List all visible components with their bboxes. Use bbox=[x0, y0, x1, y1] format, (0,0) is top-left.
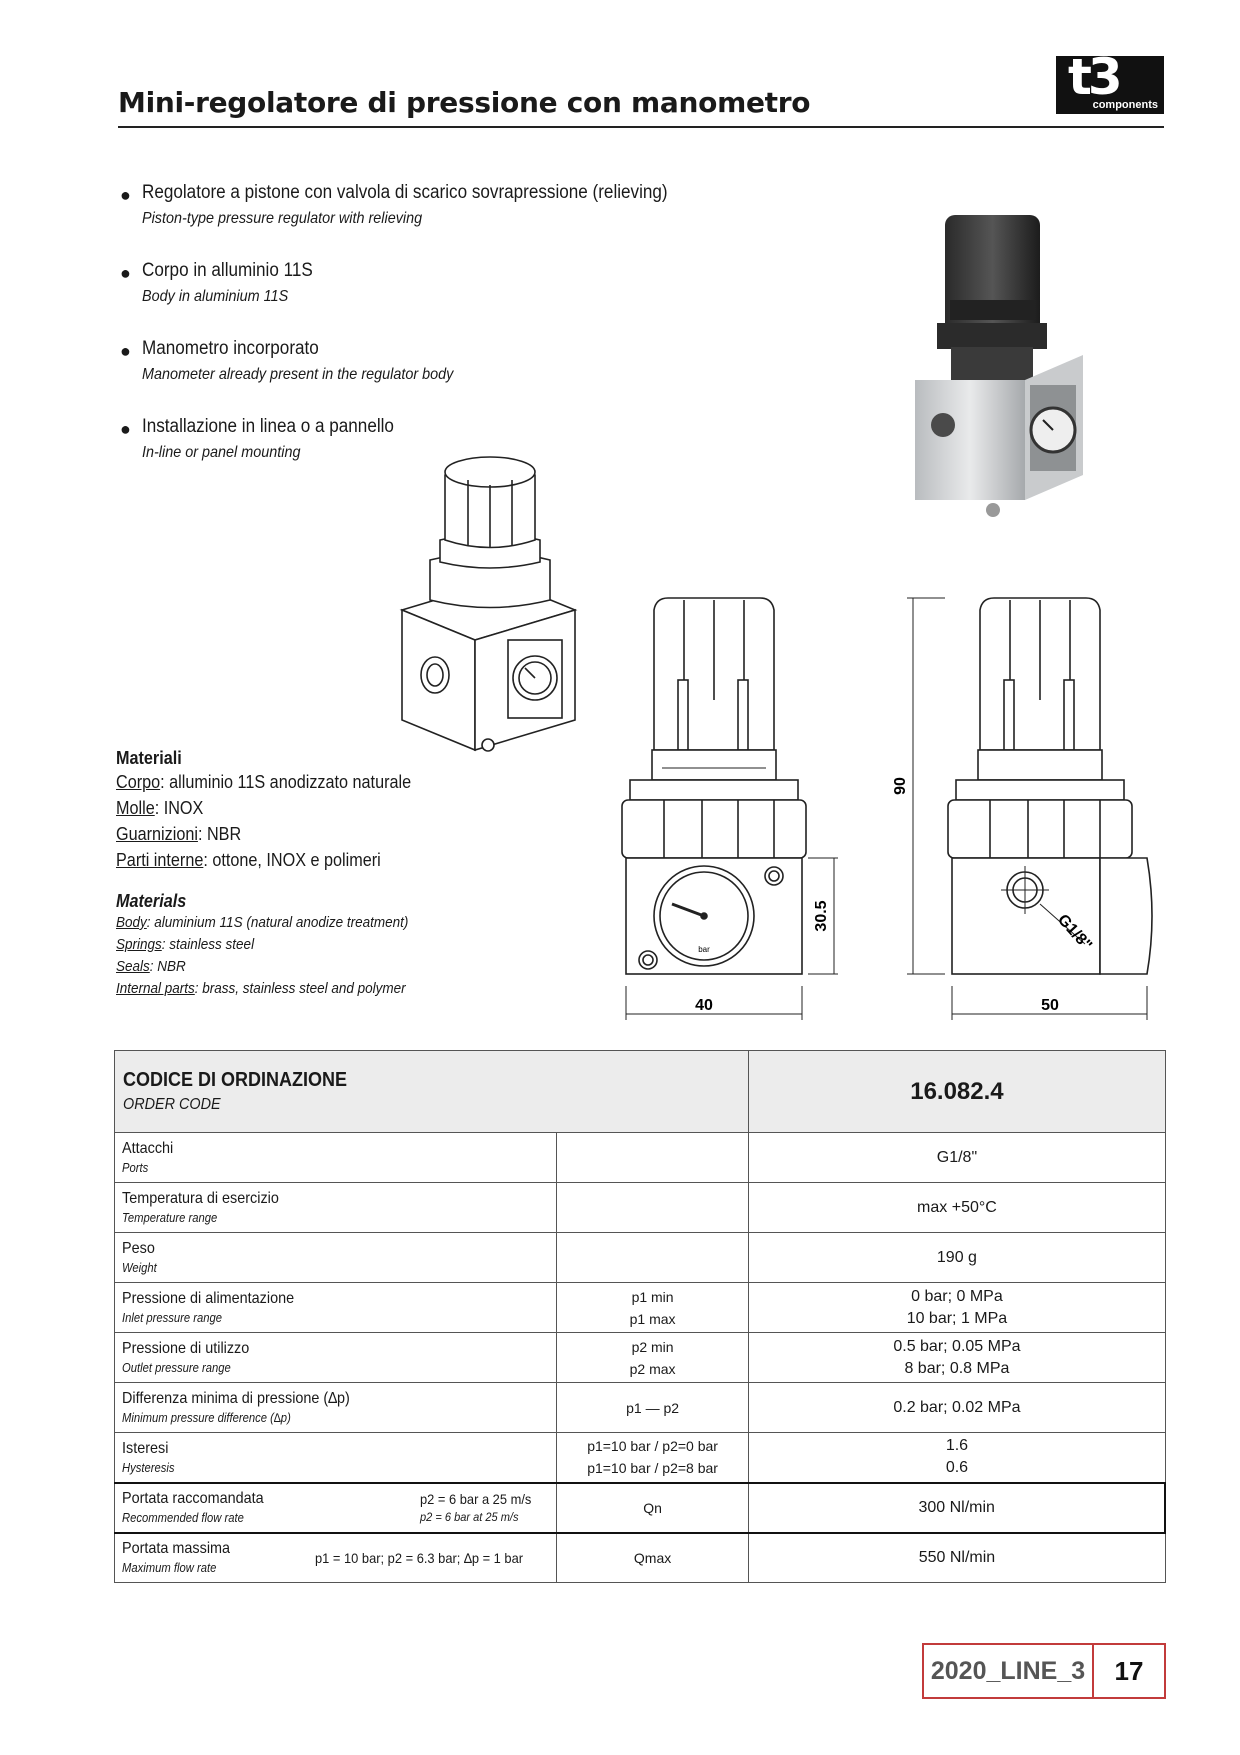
logo-mark: t3 bbox=[1068, 48, 1119, 106]
feature-text-it: Corpo in alluminio 11S bbox=[142, 260, 313, 281]
table-row: Pressione di alimentazione Inlet pressure range p1 min p1 max 0 bar; 0 MPa 10 bar; 1 MPa bbox=[115, 1283, 1166, 1333]
bullet-icon: ● bbox=[120, 419, 131, 439]
bullet-icon: ● bbox=[120, 185, 131, 205]
side-view-drawing bbox=[885, 590, 1165, 1030]
materials-section bbox=[116, 748, 556, 1000]
feature-text-en: In-line or panel mounting bbox=[142, 444, 301, 461]
material-item-en: Body: aluminium 11S (natural anodize treatment) bbox=[116, 914, 409, 931]
front-view-drawing bbox=[612, 590, 852, 1030]
feature-text-it: Installazione in linea o a pannello bbox=[142, 416, 394, 437]
product-photo bbox=[905, 205, 1120, 525]
feature-text-it: Regolatore a pistone con valvola di scarico sovrapressione (relieving) bbox=[142, 182, 668, 203]
order-header-label: CODICE DI ORDINAZIONE ORDER CODE bbox=[115, 1051, 749, 1133]
table-row: Isteresi Hysteresis p1=10 bar / p2=0 bar p1=10 bar / p2=8 bar 1.6 0.6 bbox=[115, 1433, 1166, 1483]
material-item: Molle: INOX bbox=[116, 798, 204, 818]
bullet-icon: ● bbox=[120, 263, 131, 283]
material-item: Corpo: alluminio 11S anodizzato naturale bbox=[116, 772, 412, 792]
feature-item bbox=[118, 260, 738, 338]
brand-logo bbox=[1056, 48, 1164, 114]
material-item-en: Internal parts: brass, stainless steel and polymer bbox=[116, 980, 406, 997]
table-row-flow-max: Portata massima Maximum flow rate p1 = 10 bar; p2 = 6.3 bar; ∆p = 1 bar Qmax 550 Nl/min bbox=[115, 1533, 1166, 1583]
gauge-unit-label: bar bbox=[698, 945, 710, 954]
table-row-flow-recommended: Portata raccomandata Recommended flow rate p2 = 6 bar a 25 m/s p2 = 6 bar at 25 m/s Qn 300 Nl/min bbox=[115, 1483, 1166, 1533]
page-footer bbox=[922, 1643, 1166, 1699]
bullet-icon: ● bbox=[120, 341, 131, 361]
table-row: Attacchi Ports G1/8" bbox=[115, 1133, 1166, 1183]
front-height-label: 30.5 bbox=[813, 900, 830, 932]
page-title: Mini-regolatore di pressione con manometro bbox=[118, 86, 811, 119]
feature-item bbox=[118, 182, 738, 260]
feature-list bbox=[118, 182, 738, 494]
page-number: 17 bbox=[1114, 1655, 1144, 1686]
table-row: Pressione di utilizzo Outlet pressure range p2 min p2 max 0.5 bar; 0.05 MPa 8 bar; 0.8 MPa bbox=[115, 1333, 1166, 1383]
feature-text-en: Body in aluminium 11S bbox=[142, 288, 289, 305]
materials-heading-it: Materiali bbox=[116, 748, 182, 768]
feature-text-it: Manometro incorporato bbox=[142, 338, 319, 359]
feature-item bbox=[118, 338, 738, 416]
front-width-label: 40 bbox=[695, 997, 713, 1014]
order-code-table bbox=[114, 1050, 1166, 1583]
order-header-row bbox=[115, 1051, 1166, 1133]
material-item: Parti interne: ottone, INOX e polimeri bbox=[116, 850, 381, 870]
title-rule bbox=[118, 126, 1164, 128]
material-item: Guarnizioni: NBR bbox=[116, 824, 242, 844]
catalog-label: 2020_LINE_3 bbox=[924, 1645, 1094, 1697]
order-code-value: 16.082.4 bbox=[749, 1051, 1165, 1133]
table-row: Differenza minima di pressione (∆p) Minimum pressure difference (∆p) p1 — p2 0.2 bar; 0.02 MPa bbox=[115, 1383, 1166, 1433]
port-thread-label: G1/8" bbox=[1054, 911, 1095, 955]
material-item-en: Springs: stainless steel bbox=[116, 936, 255, 953]
logo-subtext: components bbox=[1092, 99, 1158, 111]
feature-text-en: Piston-type pressure regulator with relieving bbox=[142, 210, 423, 227]
table-row: Peso Weight 190 g bbox=[115, 1233, 1166, 1283]
feature-text-en: Manometer already present in the regulator body bbox=[142, 366, 454, 383]
material-item-en: Seals: NBR bbox=[116, 958, 186, 975]
materials-heading-en: Materials bbox=[116, 891, 187, 911]
isometric-drawing bbox=[390, 450, 590, 760]
side-height-label: 90 bbox=[892, 777, 909, 795]
table-row: Temperatura di esercizio Temperature range max +50°C bbox=[115, 1183, 1166, 1233]
side-width-label: 50 bbox=[1041, 997, 1059, 1014]
